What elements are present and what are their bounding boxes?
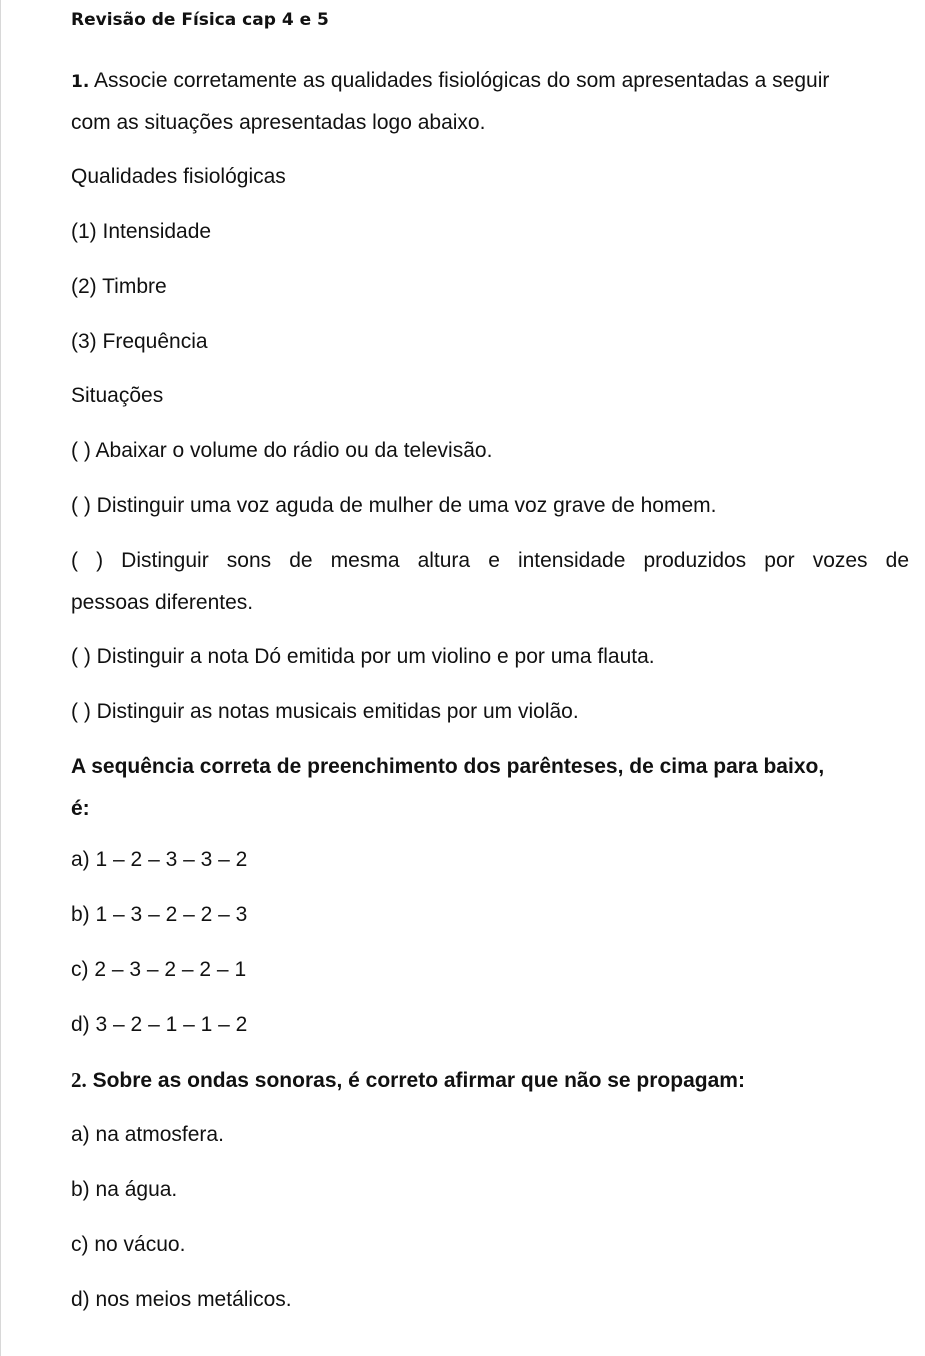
qualities-heading: Qualidades fisiológicas [71,165,286,188]
option-letter: c) [71,1233,89,1256]
answer-option-c [71,956,246,984]
answer-option-a [71,1121,224,1149]
question2-prompt-text: Sobre as ondas sonoras, é correto afirmar que não se propagam: [86,1069,745,1092]
situation-text: Distinguir as notas musicais emitidas por um violão. [90,700,579,723]
question2-prompt [71,1066,745,1095]
situation-text: Distinguir sons de mesma altura e intensidade produzidos por vozes de [103,549,909,572]
answer-option-d [71,1286,292,1314]
option-text: no vácuo. [88,1233,186,1256]
option-text: 3 – 2 – 1 – 1 – 2 [89,1013,248,1036]
option-text: 1 – 2 – 3 – 3 – 2 [89,848,248,871]
answer-option-b [71,1176,177,1204]
answer-blank: ( ) [71,645,91,668]
situation-text: Abaixar o volume do rádio ou da televisão. [90,439,493,462]
answer-option-d [71,1011,247,1039]
option-letter: b) [71,1178,90,1201]
quality-item-intensity: (1) Intensidade [71,220,212,243]
option-letter: b) [71,903,90,926]
option-text: na água. [89,1178,178,1201]
question1-prompt-line2: com as situações apresentadas logo abaixo. [71,111,486,134]
option-letter: d) [71,1013,90,1036]
question1-prompt-line1 [71,67,829,96]
situation-item [71,547,909,575]
answer-option-a [71,846,247,874]
option-letter: d) [71,1288,90,1311]
situation-item [71,492,716,520]
question1-number: 1. [71,72,90,92]
answer-blank: ( ) [71,494,91,517]
situation-text: Distinguir uma voz aguda de mulher de uma voz grave de homem. [90,494,717,517]
option-text: nos meios metálicos. [89,1288,292,1311]
situation-continuation: pessoas diferentes. [71,591,254,614]
answer-blank: ( ) [71,549,104,572]
quality-item-timbre: (2) Timbre [71,275,167,298]
answer-blank: ( ) [71,439,91,462]
question2-number: 2. [71,1068,87,1092]
sequence-prompt-line1: A sequência correta de preenchimento dos parênteses, de cima para baixo, [71,755,825,778]
option-letter: a) [71,848,90,871]
option-letter: a) [71,1123,90,1146]
situation-text: Distinguir a nota Dó emitida por um violino e por uma flauta. [90,645,655,668]
situations-heading: Situações [71,384,164,407]
answer-option-c [71,1231,185,1259]
situation-text-line [71,549,909,572]
answer-option-b [71,901,247,929]
option-letter: c) [71,958,89,981]
sequence-prompt-line2: é: [71,797,90,820]
option-text: na atmosfera. [89,1123,224,1146]
question1-prompt-text: Associe corretamente as qualidades fisiológicas do som apresentadas a seguir [89,69,830,92]
quality-item-frequency: (3) Frequência [71,330,208,353]
option-text: 2 – 3 – 2 – 2 – 1 [88,958,247,981]
situation-item [71,698,579,726]
document-title: Revisão de Física cap 4 e 5 [71,10,329,30]
situation-item [71,437,492,465]
option-text: 1 – 3 – 2 – 2 – 3 [89,903,248,926]
situation-item [71,643,655,671]
answer-blank: ( ) [71,700,91,723]
